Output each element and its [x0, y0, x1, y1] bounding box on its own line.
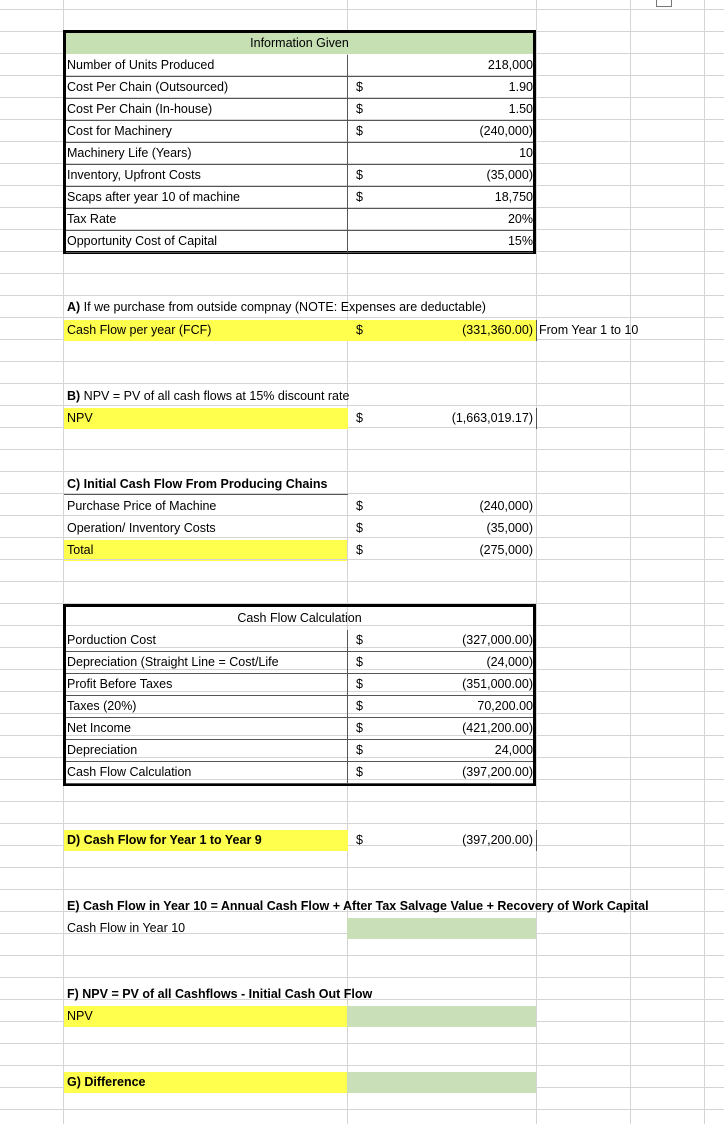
- info-row-label[interactable]: Tax Rate: [67, 212, 117, 226]
- section-c-total-highlight: [64, 540, 348, 561]
- initial-cf-row-value[interactable]: (275,000): [479, 543, 533, 557]
- cashflow-row-col-border: [347, 674, 348, 695]
- cashflow-row-col-border: [347, 718, 348, 739]
- info-row-value[interactable]: 218,000: [487, 58, 533, 72]
- year10-cashflow-input[interactable]: [347, 918, 536, 939]
- grid-row-line: [0, 361, 724, 362]
- info-row-value[interactable]: 15%: [507, 234, 533, 248]
- grid-row-line: [0, 801, 724, 802]
- npv-currency: $: [356, 411, 363, 425]
- section-d-currency: $: [356, 833, 363, 847]
- section-d-value[interactable]: (397,200.00): [462, 833, 533, 847]
- cashflow-title: Cash Flow Calculation: [237, 611, 362, 625]
- info-row-value[interactable]: 10: [519, 146, 533, 160]
- section-c-underline: [64, 494, 348, 495]
- info-row-col-border: [347, 187, 348, 208]
- cashflow-row-col-border: [347, 652, 348, 673]
- cashflow-row-value[interactable]: (24,000): [486, 655, 533, 669]
- info-row-value[interactable]: 18,750: [494, 190, 533, 204]
- info-row-currency: $: [356, 124, 363, 138]
- initial-cf-row-label[interactable]: Purchase Price of Machine: [67, 499, 217, 513]
- grid-row-line: [0, 9, 724, 10]
- section-f-header: F) NPV = PV of all Cashflows - Initial Cash Out Flow: [67, 987, 373, 1001]
- fcf-value[interactable]: (331,360.00): [462, 323, 533, 337]
- grid-row-line: [0, 273, 724, 274]
- info-row-label[interactable]: Cost for Machinery: [67, 124, 172, 138]
- cashflow-row-label[interactable]: Depreciation: [67, 743, 138, 757]
- cashflow-row-label[interactable]: Net Income: [67, 721, 131, 735]
- section-d-border: [536, 830, 537, 851]
- checkbox-icon: [656, 0, 672, 7]
- info-row-col-border: [347, 99, 348, 120]
- cashflow-row-value[interactable]: (397,200.00): [462, 765, 533, 779]
- cashflow-row-currency: $: [356, 765, 363, 779]
- info-row-value[interactable]: 1.90: [508, 80, 533, 94]
- info-row-value[interactable]: (240,000): [479, 124, 533, 138]
- info-row-label[interactable]: Cost Per Chain (In-house): [67, 102, 213, 116]
- fcf-label[interactable]: Cash Flow per year (FCF): [67, 323, 212, 337]
- info-row-col-border: [347, 231, 348, 252]
- initial-cf-row-currency: $: [356, 543, 363, 557]
- grid-row-line: [0, 581, 724, 582]
- info-row-label[interactable]: Inventory, Upfront Costs: [67, 168, 201, 182]
- npv-label[interactable]: NPV: [67, 411, 93, 425]
- cashflow-row-currency: $: [356, 743, 363, 757]
- grid-row-line: [0, 1065, 724, 1066]
- section-c-header: C) Initial Cash Flow From Producing Chains: [67, 477, 328, 491]
- cashflow-row-label[interactable]: Profit Before Taxes: [67, 677, 173, 691]
- initial-cf-row-currency: $: [356, 499, 363, 513]
- section-d-label[interactable]: D) Cash Flow for Year 1 to Year 9: [67, 833, 262, 847]
- final-npv-input[interactable]: [347, 1006, 536, 1027]
- info-row-value[interactable]: 20%: [507, 212, 533, 226]
- npv-value[interactable]: (1,663,019.17): [451, 411, 533, 425]
- grid-row-line: [0, 317, 724, 318]
- info-row-value[interactable]: 1.50: [508, 102, 533, 116]
- final-npv-label: NPV: [67, 1009, 93, 1023]
- cashflow-row-value[interactable]: 70,200.00: [477, 699, 533, 713]
- grid-row-line: [0, 1109, 724, 1110]
- section-e-header: E) Cash Flow in Year 10 = Annual Cash Flow + After Tax Salvage Value + Recovery of Work Capital: [67, 899, 649, 913]
- info-row-label[interactable]: Opportunity Cost of Capital: [67, 234, 218, 248]
- fcf-currency: $: [356, 323, 363, 337]
- info-row-col-border: [347, 55, 348, 76]
- year10-cashflow-label: Cash Flow in Year 10: [67, 921, 186, 935]
- cashflow-row-row-border: [66, 783, 533, 784]
- cashflow-row-label[interactable]: Depreciation (Straight Line = Cost/Life: [67, 655, 279, 669]
- cashflow-row-value[interactable]: (327,000.00): [462, 633, 533, 647]
- grid-row-line: [0, 823, 724, 824]
- grid-row-line: [0, 1043, 724, 1044]
- info-row-col-border: [347, 121, 348, 142]
- cashflow-row-col-border: [347, 740, 348, 761]
- initial-cf-row-label[interactable]: Operation/ Inventory Costs: [67, 521, 216, 535]
- section-f-highlight: [64, 1006, 348, 1027]
- cashflow-row-currency: $: [356, 721, 363, 735]
- cashflow-row-value[interactable]: (421,200.00): [462, 721, 533, 735]
- cashflow-row-currency: $: [356, 655, 363, 669]
- initial-cf-row-value[interactable]: (240,000): [479, 499, 533, 513]
- difference-input[interactable]: [347, 1072, 536, 1093]
- cashflow-row-col-border: [347, 696, 348, 717]
- info-row-col-border: [347, 77, 348, 98]
- cashflow-row-label[interactable]: Taxes (20%): [67, 699, 137, 713]
- info-row-col-border: [347, 209, 348, 230]
- cashflow-row-currency: $: [356, 633, 363, 647]
- npv-border: [536, 408, 537, 429]
- fcf-border: [536, 320, 537, 341]
- grid-row-line: [0, 977, 724, 978]
- info-row-currency: $: [356, 168, 363, 182]
- info-row-currency: $: [356, 102, 363, 116]
- cashflow-row-currency: $: [356, 699, 363, 713]
- info-row-currency: $: [356, 80, 363, 94]
- cashflow-row-value[interactable]: 24,000: [494, 743, 533, 757]
- cashflow-row-currency: $: [356, 677, 363, 691]
- info-row-value[interactable]: (35,000): [486, 168, 533, 182]
- grid-row-line: [0, 867, 724, 868]
- grid-row-line: [0, 295, 724, 296]
- cashflow-row-label[interactable]: Porduction Cost: [67, 633, 156, 647]
- grid-row-line: [0, 955, 724, 956]
- initial-cf-row-value[interactable]: (35,000): [486, 521, 533, 535]
- cashflow-row-col-border: [347, 762, 348, 783]
- info-row-label[interactable]: Scaps after year 10 of machine: [67, 190, 241, 204]
- info-row-row-border: [66, 252, 533, 253]
- grid-row-line: [0, 471, 724, 472]
- difference-label: G) Difference: [67, 1075, 146, 1089]
- grid-col-line: [704, 0, 705, 1124]
- info-title: Information Given: [250, 36, 349, 50]
- info-row-currency: $: [356, 190, 363, 204]
- grid-row-line: [0, 889, 724, 890]
- info-row-col-border: [347, 165, 348, 186]
- cashflow-row-value[interactable]: (351,000.00): [462, 677, 533, 691]
- grid-row-line: [0, 383, 724, 384]
- fcf-note[interactable]: From Year 1 to 10: [539, 323, 639, 337]
- section-a-header: A) If we purchase from outside compnay (NOTE: Expenses are deductable): [67, 300, 486, 314]
- cashflow-row-col-border: [347, 630, 348, 651]
- grid-row-line: [0, 449, 724, 450]
- section-b-header: B) NPV = PV of all cash flows at 15% discount rate: [67, 389, 350, 403]
- grid-col-line: [536, 0, 537, 1124]
- info-row-label[interactable]: Cost Per Chain (Outsourced): [67, 80, 229, 94]
- section-b-highlight: [64, 408, 348, 429]
- initial-cf-row-currency: $: [356, 521, 363, 535]
- grid-col-line: [630, 0, 631, 1124]
- initial-cf-row-label[interactable]: Total: [67, 543, 94, 557]
- info-row-label[interactable]: Machinery Life (Years): [67, 146, 192, 160]
- info-row-col-border: [347, 143, 348, 164]
- cashflow-row-label[interactable]: Cash Flow Calculation: [67, 765, 192, 779]
- info-row-label[interactable]: Number of Units Produced: [67, 58, 215, 72]
